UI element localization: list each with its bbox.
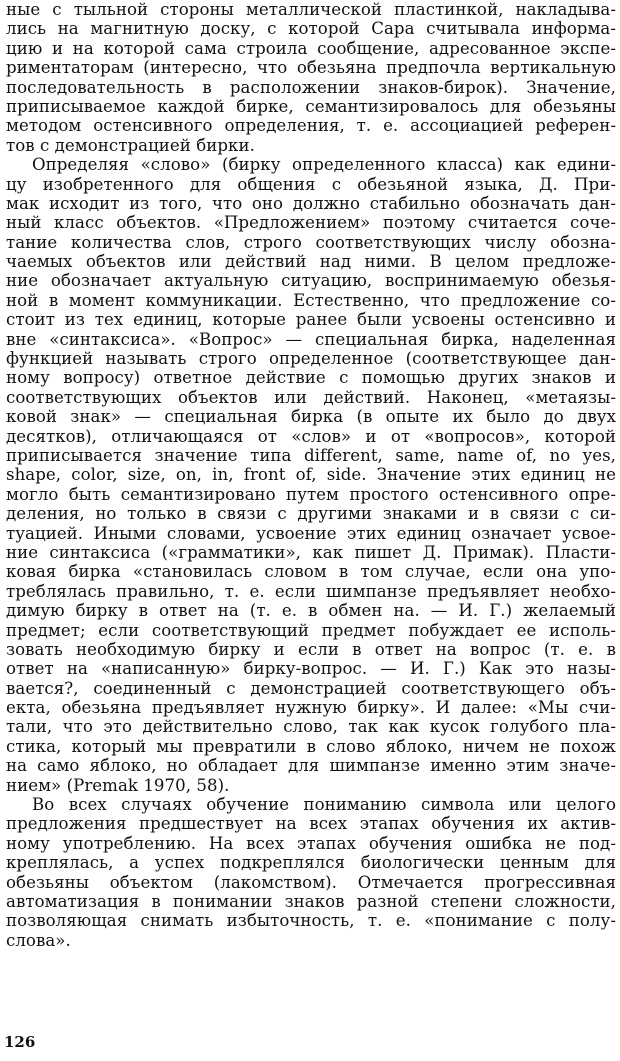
text-line: обезьяны объектом (лакомством). Отмечается прогрессивная — [6, 872, 616, 892]
text-line: лись на магнитную доску, с которой Сара считывала информа- — [6, 19, 616, 39]
text-line: Определяя «слово» (бирку определенного класса) как едини- — [32, 155, 616, 175]
paragraph — [6, 0, 616, 155]
text-line: ному вопросу) ответное действие с помощью других знаков и — [6, 368, 616, 388]
text-line: ответ на «написанную» бирку-вопрос. — И. Г.) Как это назы- — [6, 659, 616, 679]
text-line: мак исходит из того, что оно должно стабильно обозначать дан- — [6, 193, 616, 213]
text-line: предмет; если соответствующий предмет побуждает ее исполь- — [6, 620, 616, 640]
text-line: на само яблоко, но обладает для шимпанзе именно этим значе- — [6, 756, 616, 776]
text-line: стоит из тех единиц, которые ранее были усвоены остенсивно и — [6, 310, 616, 330]
text-line: десятков), отличающаяся от «слов» и от «вопросов», которой — [6, 426, 616, 446]
text-line: могло быть семантизировано путем простого остенсивного опре- — [6, 484, 616, 504]
text-line: димую бирку в ответ на (т. е. в обмен на. — И. Г.) желаемый — [6, 601, 616, 621]
text-line: тов с демонстрацией бирки. — [6, 135, 255, 155]
text-line: вне «синтаксиса». «Вопрос» — специальная бирка, наделенная — [6, 329, 616, 349]
text-line: методом остенсивного определения, т. е. ассоциацией референ- — [6, 116, 616, 136]
text-line: приписываемое каждой бирке, семантизировалось для обезьяны — [6, 96, 616, 116]
text-line: цию и на которой сама строила сообщение, адресованное экспе- — [6, 38, 616, 58]
text-line: стика, который мы превратили в слово яблоко, ничем не похож — [6, 736, 616, 756]
text-line: слова». — [6, 930, 71, 950]
text-line: зовать необходимую бирку и если в ответ на вопрос (т. е. в — [6, 639, 616, 659]
text-line: последовательность в расположении знаков-бирок). Значение, — [6, 77, 616, 97]
page-number: 126 — [4, 1033, 36, 1051]
text-line: риментаторам (интересно, что обезьяна предпочла вертикальную — [6, 58, 616, 78]
text-line: позволяющая снимать избыточность, т. е. «понимание с полу- — [6, 911, 616, 931]
text-line: ние синтаксиса («грамматики», как пишет Д. Примак). Пласти- — [6, 542, 616, 562]
text-line: shape, color, size, on, in, front of, side. Значение этих единиц не — [6, 465, 616, 485]
text-line: цу изобретенного для общения с обезьяной языка, Д. При- — [6, 174, 616, 194]
text-line: чаемых объектов или действий над ними. В целом предложе- — [6, 252, 616, 272]
text-line: деления, но только в связи с другими знаками и в связи с си- — [6, 504, 616, 524]
text-line: тание количества слов, строго соответствующих числу обозна- — [6, 232, 616, 252]
text-line: екта, обезьяна предъявляет нужную бирку». И далее: «Мы счи- — [6, 698, 616, 718]
text-line: вается?, соединенный с демонстрацией соответствующего объ- — [6, 678, 616, 698]
text-line: ному употреблению. На всех этапах обучения ошибка не под- — [6, 833, 616, 853]
text-line: приписывается значение типа different, same, name of, no yes, — [6, 445, 616, 465]
text-line: автоматизация в понимании знаков разной степени сложности, — [6, 891, 616, 911]
text-line: ковой знак» — специальная бирка (в опыте их было до двух — [6, 407, 616, 427]
paragraph — [6, 795, 616, 950]
text-line: креплялась, а успех подкреплялся биологически ценным для — [6, 853, 616, 873]
text-line: ный класс объектов. «Предложением» поэтому считается соче- — [6, 213, 616, 233]
text-line: нием» (Premak 1970, 58). — [6, 775, 230, 795]
book-page — [6, 0, 616, 950]
body-text — [6, 0, 616, 950]
text-line: ковая бирка «становилась словом в том случае, если она упо- — [6, 562, 616, 582]
text-line: ной в момент коммуникации. Естественно, что предложение со- — [6, 290, 616, 310]
paragraph — [6, 155, 616, 795]
text-line: предложения предшествует на всех этапах обучения их актив- — [6, 814, 616, 834]
text-line: тали, что это действительно слово, так как кусок голубого пла- — [6, 717, 616, 737]
text-line: туацией. Иными словами, усвоение этих единиц означает усвое- — [6, 523, 616, 543]
text-line: ные с тыльной стороны металлической пластинкой, накладыва- — [6, 0, 616, 19]
text-line: Во всех случаях обучение пониманию символа или целого — [32, 795, 616, 815]
text-line: треблялась правильно, т. е. если шимпанзе предъявляет необхо- — [6, 581, 616, 601]
text-line: функцией называть строго определенное (соответствующее дан- — [6, 349, 616, 369]
text-line: соответствующих объектов или действий. Наконец, «метаязы- — [6, 387, 616, 407]
text-line: ние обозначает актуальную ситуацию, воспринимаемую обезья- — [6, 271, 616, 291]
